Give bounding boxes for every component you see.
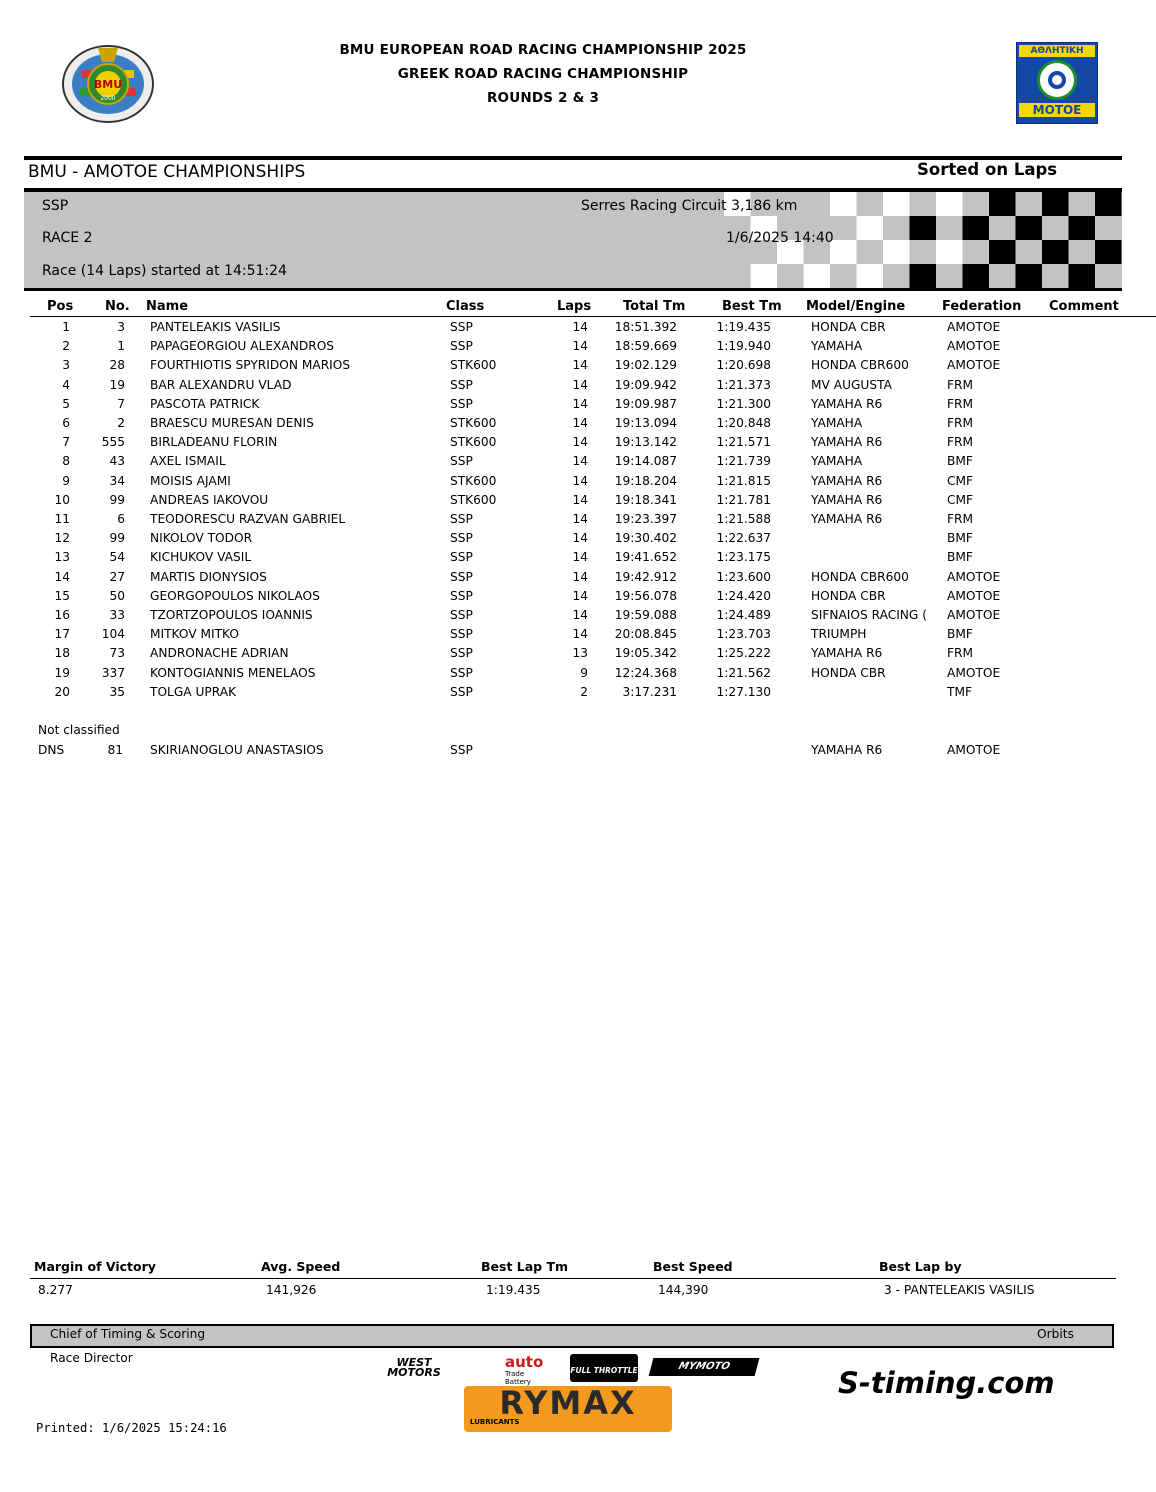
cell-laps: 14: [572, 512, 588, 526]
cell-best: 1:21.373: [716, 377, 771, 392]
race-start: Race (14 Laps) started at 14:51:24: [42, 263, 287, 279]
cell-no: 27: [109, 569, 125, 584]
cell-no: 34: [109, 473, 125, 488]
table-row: [0, 550, 1156, 569]
margin-value: 8.277: [38, 1283, 73, 1297]
cell-name: MOISIS AJAMI: [150, 473, 231, 488]
cell-model: SIFNAIOS RACING (: [811, 608, 927, 622]
cell-total: 19:09.987: [614, 396, 677, 411]
flag-square: [1095, 192, 1122, 216]
cell-class: SSP: [450, 512, 473, 526]
cell-name: FOURTHIOTIS SPYRIDON MARIOS: [150, 358, 351, 373]
cell-best: 1:24.489: [716, 608, 771, 622]
table-row: [0, 320, 1156, 339]
flag-square: [1042, 240, 1069, 264]
cell-class: SSP: [450, 377, 473, 392]
cell-model: TRIUMPH: [811, 627, 867, 642]
cell-total: 20:08.845: [614, 627, 677, 642]
table-row: [0, 358, 1156, 377]
avg-speed-value: 141,926: [266, 1283, 317, 1297]
cell-class: SSP: [450, 627, 473, 642]
cell-laps: 14: [572, 454, 588, 469]
cell-name: TOLGA UPRAK: [150, 684, 237, 699]
rymax-sub: LUBRICANTS: [470, 1418, 520, 1426]
auto-logo-sub: Trade Battery: [505, 1370, 531, 1386]
col-best: Best Tm: [722, 299, 782, 314]
cell-name: GEORGOPOULOS NIKOLAOS: [150, 588, 320, 603]
table-row: [0, 608, 1156, 627]
cell-fed: FRM: [947, 416, 973, 430]
bmu-logo-text: BMU: [93, 78, 123, 91]
flag-square: [1016, 216, 1043, 240]
cell-total: 19:05.342: [614, 646, 677, 661]
cell-best: 1:21.571: [716, 435, 771, 450]
table-row: [0, 493, 1156, 512]
cell-pos: 10: [54, 492, 70, 507]
cell-no: 337: [101, 665, 125, 680]
chief-timing-name: Orbits: [1037, 1327, 1074, 1341]
cell-laps: 14: [572, 320, 588, 334]
cell-best: 1:24.420: [716, 588, 771, 603]
cell-laps: 14: [572, 550, 588, 565]
cell-name: ANDREAS IAKOVOU: [150, 492, 269, 507]
cell-fed: CMF: [947, 473, 974, 488]
cell-best: 1:20.698: [716, 358, 771, 373]
race-datetime: 1/6/2025 14:40: [726, 230, 834, 246]
cell-best: 1:19.435: [716, 320, 771, 334]
cell-fed: BMF: [947, 531, 973, 546]
race-number: RACE 2: [42, 230, 93, 246]
flag-square: [989, 192, 1016, 216]
west-motors-logo: [384, 1358, 490, 1378]
cell-no: 555: [101, 435, 125, 450]
cell-fed: FRM: [947, 435, 973, 450]
cell-best: 1:21.739: [716, 454, 771, 469]
flag-square: [1095, 240, 1122, 264]
cell-fed: AMOTOE: [947, 339, 1001, 354]
table-row: [0, 339, 1156, 358]
full-throttle-logo: [570, 1354, 638, 1382]
cell-no: 7: [117, 396, 125, 411]
amotoe-logo: [1016, 42, 1098, 124]
cell-fed: FRM: [947, 512, 973, 526]
mymoto-text: MYMOTO: [677, 1361, 732, 1372]
cell-best: 1:21.562: [716, 665, 771, 680]
cell-model: YAMAHA R6: [811, 492, 883, 507]
sorted-label: Sorted on Laps: [917, 160, 1058, 179]
cell-best: 1:21.588: [716, 512, 771, 526]
table-row: [0, 627, 1156, 646]
cell-best: 1:21.781: [716, 492, 771, 507]
auto-logo-text: auto: [505, 1353, 544, 1371]
rymax-logo: [464, 1386, 672, 1432]
cell-no: 6: [117, 512, 125, 526]
cell-pos: 5: [62, 396, 70, 411]
flag-square: [936, 240, 963, 264]
cell-name: TEODORESCU RAZVAN GABRIEL: [150, 512, 346, 526]
flag-square: [963, 264, 990, 288]
best-lap-value: 1:19.435: [486, 1283, 541, 1297]
cell-name: BIRLADEANU FLORIN: [150, 435, 278, 450]
cell-name: BRAESCU MURESAN DENIS: [150, 416, 314, 430]
table-row: [0, 570, 1156, 589]
flag-square: [883, 240, 910, 264]
best-speed-value: 144,390: [658, 1283, 709, 1297]
cell-pos: 12: [54, 531, 70, 546]
cell-no: 104: [101, 627, 125, 642]
cell-class: SSP: [450, 339, 473, 354]
cell-fed: AMOTOE: [947, 588, 1001, 603]
cell-no: 1: [117, 339, 125, 354]
cell-best: 1:21.300: [716, 396, 771, 411]
table-row: [0, 666, 1156, 685]
col-model: Model/Engine: [806, 299, 906, 314]
cell-laps: 14: [572, 531, 588, 546]
cell-laps: 14: [572, 396, 588, 411]
cell-class: STK600: [450, 473, 497, 488]
cell-pos: 18: [54, 646, 70, 661]
cell-no: 99: [109, 531, 125, 546]
cell-no: 3: [117, 320, 125, 334]
amotoe-logo-emblem: [1037, 60, 1077, 100]
header-rule: [30, 316, 1156, 317]
cell-model: HONDA CBR: [811, 665, 886, 680]
cell-model: HONDA CBR600: [811, 358, 909, 373]
cell-name: KICHUKOV VASIL: [150, 550, 252, 565]
cell-total: 19:14.087: [614, 454, 677, 469]
cell-pos: 6: [62, 416, 70, 430]
table-row: [0, 531, 1156, 550]
cell-pos: 11: [54, 512, 70, 526]
cell-pos: 15: [54, 588, 70, 603]
cell-total: 19:09.942: [614, 377, 677, 392]
cell-name: PASCOTA PATRICK: [150, 396, 260, 411]
summary-rule: [30, 1278, 1116, 1279]
cell-pos: 2: [62, 339, 70, 354]
cell-no: 28: [109, 358, 125, 373]
table-row: [0, 685, 1156, 704]
col-comment: Comment: [1049, 299, 1119, 314]
cell-total: 19:23.397: [614, 512, 677, 526]
cell-fed: FRM: [947, 646, 973, 661]
cell-laps: 14: [572, 569, 588, 584]
bmu-logo-year: 2000: [100, 95, 116, 102]
cell-laps: 14: [572, 358, 588, 373]
cell-model: YAMAHA R6: [811, 435, 883, 450]
flag-square: [1069, 216, 1096, 240]
cell-model: YAMAHA: [811, 339, 863, 354]
cell-pos: 16: [54, 608, 70, 622]
cell-class: SSP: [450, 569, 473, 584]
cell-total: 19:02.129: [614, 358, 677, 373]
cell-fed: AMOTOE: [947, 608, 1001, 622]
cell-class: STK600: [450, 492, 497, 507]
s-timing-text: S-timing.com: [838, 1366, 1055, 1400]
cell-class: SSP: [450, 608, 473, 622]
cell-total: 19:56.078: [614, 588, 677, 603]
cell-pos: 17: [54, 627, 70, 642]
cell-best: 1:25.222: [716, 646, 771, 661]
cell-laps: 14: [572, 339, 588, 354]
cell-fed: BMF: [947, 627, 973, 642]
margin-header: Margin of Victory: [34, 1259, 156, 1274]
cell-name: KONTOGIANNIS MENELAOS: [150, 665, 316, 680]
cell-laps: 14: [572, 435, 588, 450]
cell-total: 12:24.368: [614, 665, 677, 680]
cell-model: YAMAHA: [811, 454, 863, 469]
cell-model: HONDA CBR: [811, 320, 886, 334]
cell-fed: AMOTOE: [947, 358, 1001, 373]
cell-model: YAMAHA R6: [811, 646, 883, 661]
cell-best: 1:23.703: [716, 627, 771, 642]
cell-name: SKIRIANOGLOU ANASTASIOS: [150, 743, 324, 757]
flag-square: [989, 240, 1016, 264]
cell-model: YAMAHA R6: [811, 743, 883, 757]
amotoe-logo-bottom: ΜΟΤΟΕ: [1019, 103, 1095, 117]
cell-pos: 19: [54, 665, 70, 680]
cell-best: 1:22.637: [716, 531, 771, 546]
cell-class: SSP: [450, 665, 473, 680]
amotoe-logo-top: ΑΘΛΗΤΙΚΗ: [1019, 45, 1095, 57]
cell-pos: 7: [62, 435, 70, 450]
flag-square: [1042, 192, 1069, 216]
cell-fed: AMOTOE: [947, 569, 1001, 584]
cell-best: 1:27.130: [716, 684, 771, 699]
flag-square: [1016, 264, 1043, 288]
flag-square: [857, 264, 884, 288]
championship-title: BMU - AMOTOE CHAMPIONSHIPS: [28, 162, 306, 182]
event-title-line1: BMU EUROPEAN ROAD RACING CHAMPIONSHIP 2025: [339, 42, 747, 58]
cell-no: 99: [109, 492, 125, 507]
best-lap-by-value: 3 - PANTELEAKIS VASILIS: [884, 1283, 1035, 1297]
cell-laps: 9: [580, 665, 588, 680]
not-classified-row: [0, 743, 1156, 762]
flag-square: [883, 192, 910, 216]
auto-trade-logo: [505, 1353, 551, 1386]
col-laps: Laps: [557, 299, 592, 314]
cell-no: 81: [107, 743, 123, 757]
cell-laps: 14: [572, 608, 588, 622]
flag-square: [830, 240, 857, 264]
cell-laps: 14: [572, 416, 588, 430]
cell-model: HONDA CBR: [811, 588, 886, 603]
flag-square: [910, 264, 937, 288]
rymax-text: RYMAX: [499, 1384, 637, 1422]
table-row: [0, 646, 1156, 665]
cell-name: TZORTZOPOULOS IOANNIS: [150, 608, 313, 622]
table-row: [0, 454, 1156, 473]
race-director-label: Race Director: [50, 1351, 133, 1365]
table-row: [0, 512, 1156, 531]
cell-class: SSP: [450, 320, 473, 334]
event-title-line3: ROUNDS 2 & 3: [486, 90, 600, 106]
cell-pos: 13: [54, 550, 70, 565]
cell-model: YAMAHA R6: [811, 512, 883, 526]
cell-total: 19:18.341: [614, 492, 677, 507]
cell-class: SSP: [450, 743, 473, 757]
col-name: Name: [146, 299, 189, 314]
mymoto-logo: [649, 1358, 760, 1376]
chief-timing-label: Chief of Timing & Scoring: [50, 1327, 206, 1341]
band-bottom-rule: [24, 288, 1122, 291]
cell-model: MV AUGUSTA: [811, 377, 892, 392]
cell-no: 73: [109, 646, 125, 661]
flag-square: [804, 264, 831, 288]
table-row: [0, 435, 1156, 454]
table-row: [0, 397, 1156, 416]
cell-fed: FRM: [947, 377, 973, 392]
cell-class: SSP: [450, 646, 473, 661]
cell-laps: 2: [580, 684, 588, 699]
col-class: Class: [446, 299, 485, 314]
cell-pos: 8: [62, 454, 70, 469]
flag-square: [1069, 264, 1096, 288]
col-no: No.: [105, 299, 130, 314]
cell-class: STK600: [450, 435, 497, 450]
flag-square: [936, 192, 963, 216]
cell-total: 18:59.669: [614, 339, 677, 354]
cell-model: YAMAHA R6: [811, 396, 883, 411]
cell-laps: 14: [572, 377, 588, 392]
cell-fed: AMOTOE: [947, 665, 1001, 680]
cell-pos: 20: [54, 684, 70, 699]
avg-speed-header: Avg. Speed: [261, 1259, 341, 1274]
cell-name: AXEL ISMAIL: [150, 454, 226, 469]
cell-no: 33: [109, 608, 125, 622]
cell-name: PANTELEAKIS VASILIS: [150, 320, 281, 334]
cell-fed: FRM: [947, 396, 973, 411]
cell-fed: AMOTOE: [947, 320, 1001, 334]
cell-class: SSP: [450, 396, 473, 411]
flag-square: [963, 216, 990, 240]
cell-laps: 13: [572, 646, 588, 661]
cell-class: SSP: [450, 588, 473, 603]
cell-class: SSP: [450, 454, 473, 469]
table-row: [0, 416, 1156, 435]
best-lap-by-header: Best Lap by: [879, 1259, 962, 1274]
cell-model: YAMAHA: [811, 416, 863, 430]
cell-laps: 14: [572, 473, 588, 488]
cell-fed: AMOTOE: [947, 743, 1001, 757]
cell-pos: 4: [62, 377, 70, 392]
cell-total: 19:41.652: [614, 550, 677, 565]
cell-pos: 3: [62, 358, 70, 373]
cell-model: HONDA CBR600: [811, 569, 909, 584]
col-federation: Federation: [942, 299, 1022, 314]
col-total: Total Tm: [623, 299, 686, 314]
flag-square: [910, 216, 937, 240]
flag-square: [857, 216, 884, 240]
best-speed-header: Best Speed: [653, 1259, 733, 1274]
s-timing-logo: [838, 1366, 1088, 1416]
cell-pos: 9: [62, 473, 70, 488]
cell-no: 2: [117, 416, 125, 430]
col-pos: Pos: [47, 299, 74, 314]
cell-best: 1:23.175: [716, 550, 771, 565]
not-classified-label: Not classified: [38, 723, 120, 737]
cell-total: 19:13.142: [614, 435, 677, 450]
west-motors-text: WEST MOTORS: [387, 1356, 441, 1379]
full-throttle-text: FULL THROTTLE: [570, 1366, 638, 1375]
race-class: SSP: [42, 198, 69, 214]
cell-best: 1:20.848: [716, 416, 771, 430]
cell-name: ANDRONACHE ADRIAN: [150, 646, 289, 661]
cell-fed: TMF: [947, 684, 972, 699]
cell-total: 19:18.204: [614, 473, 677, 488]
cell-class: STK600: [450, 416, 497, 430]
cell-laps: 14: [572, 627, 588, 642]
cell-best: 1:21.815: [716, 473, 771, 488]
cell-no: 50: [109, 588, 125, 603]
cell-best: 1:23.600: [716, 569, 771, 584]
cell-total: 19:13.094: [614, 416, 677, 430]
cell-no: 35: [109, 684, 125, 699]
circuit-name: Serres Racing Circuit 3,186 km: [581, 198, 798, 214]
cell-pos: DNS: [38, 743, 65, 757]
flag-square: [751, 264, 778, 288]
cell-fed: BMF: [947, 454, 973, 469]
cell-pos: 1: [62, 320, 70, 334]
table-row: [0, 378, 1156, 397]
cell-name: BAR ALEXANDRU VLAD: [150, 377, 292, 392]
printed-timestamp: Printed: 1/6/2025 15:24:16: [36, 1421, 227, 1435]
flag-square: [830, 192, 857, 216]
cell-name: MITKOV MITKO: [150, 627, 239, 642]
cell-class: SSP: [450, 550, 473, 565]
cell-model: YAMAHA R6: [811, 473, 883, 488]
cell-total: 3:17.231: [622, 684, 677, 699]
cell-total: 19:59.088: [614, 608, 677, 622]
event-title-line2: GREEK ROAD RACING CHAMPIONSHIP: [397, 66, 689, 82]
cell-class: SSP: [450, 684, 473, 699]
cell-total: 19:42.912: [614, 569, 677, 584]
cell-fed: CMF: [947, 492, 974, 507]
cell-no: 19: [109, 377, 125, 392]
cell-laps: 14: [572, 588, 588, 603]
cell-pos: 14: [54, 569, 70, 584]
cell-class: STK600: [450, 358, 497, 373]
cell-laps: 14: [572, 492, 588, 507]
cell-name: MARTIS DIONYSIOS: [150, 569, 267, 584]
cell-total: 18:51.392: [614, 320, 677, 334]
cell-fed: BMF: [947, 550, 973, 565]
table-row: [0, 589, 1156, 608]
cell-name: NIKOLOV TODOR: [150, 531, 253, 546]
table-row: [0, 474, 1156, 493]
cell-no: 43: [109, 454, 125, 469]
cell-class: SSP: [450, 531, 473, 546]
cell-best: 1:19.940: [716, 339, 771, 354]
cell-name: PAPAGEORGIOU ALEXANDROS: [150, 339, 335, 354]
cell-total: 19:30.402: [614, 531, 677, 546]
best-lap-header: Best Lap Tm: [481, 1259, 569, 1274]
cell-no: 54: [109, 550, 125, 565]
